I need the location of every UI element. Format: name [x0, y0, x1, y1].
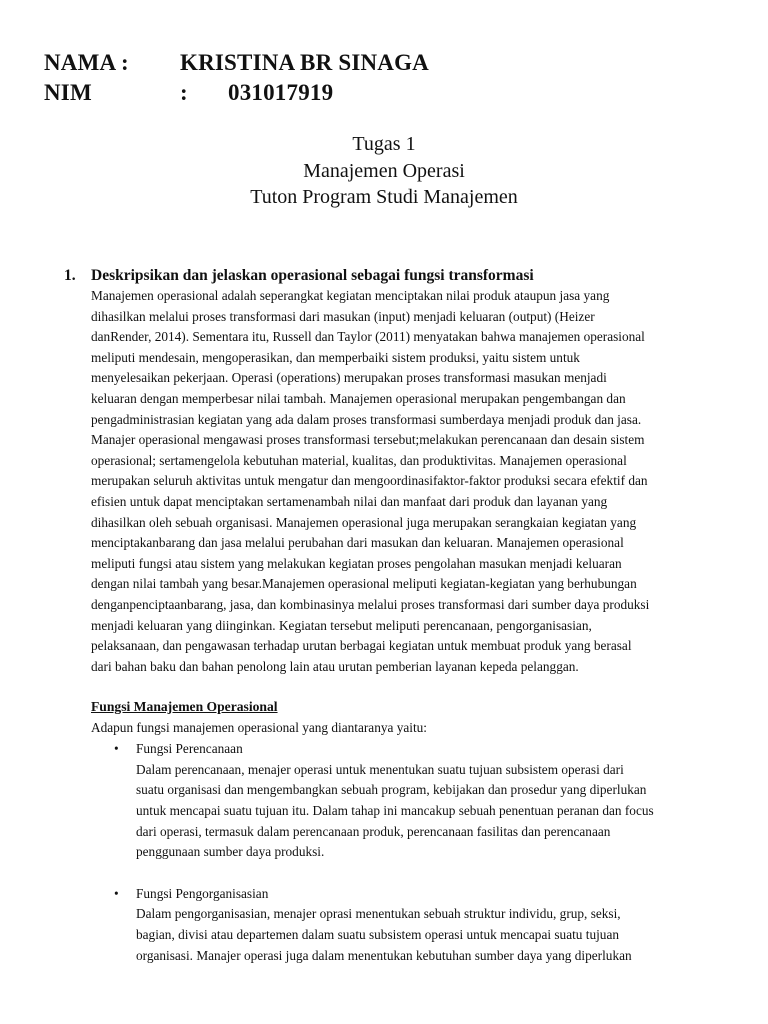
text-line: pelaksanaan, dan pengawasan terhadap urutan berbagai kegiatan untuk membuat produk yang berasal — [91, 638, 632, 654]
list-item — [91, 884, 741, 966]
text-line: merupakan seluruh aktivitas untuk mengatur dan mengoordinasifaktor-faktor produksi secara efektif dan — [91, 473, 648, 489]
text-line: menyelesaikan pekerjaan. Operasi (operations) merupakan proses transformasi masukan menjadi — [91, 370, 607, 386]
list-item-body — [136, 760, 741, 863]
name-value: KRISTINA BR SINAGA — [180, 50, 429, 75]
fungsi-section — [91, 697, 741, 966]
text-line: Manajer operasional mengawasi proses transformasi tersebut;melakukan perencanaan dan desain sistem — [91, 432, 645, 448]
bullet-icon: • — [114, 741, 119, 757]
text-line: meliputi mendesain, mengoperasikan, dan memperbaiki sistem produksi, yaitu sistem untuk — [91, 349, 580, 365]
nim-label: NIM — [44, 80, 92, 105]
list-item-title: Fungsi Pengorganisasian — [136, 885, 269, 901]
text-line: denganpenciptaanbarang, jasa, dan kombinasinya melalui proses transformasi dari sumber daya produksi — [91, 596, 650, 612]
student-identity — [44, 48, 429, 108]
text-line: dari operasi, termasuk dalam perencanaan produk, perencanaan fasilitas dan perencanaan — [136, 823, 611, 839]
text-line: operasional; sertamengelola kebutuhan material, kualitas, dan produktivitas. Manajemen operasional — [91, 452, 627, 468]
question-heading — [64, 266, 744, 286]
text-line: Dalam perencanaan, menajer operasi untuk menentukan suatu tujuan subsistem operasi dari — [136, 761, 624, 777]
list-item-body — [136, 904, 741, 966]
question-1 — [64, 266, 744, 677]
program-title: Tuton Program Studi Manajemen — [250, 186, 518, 208]
text-line: dengan nilai tambah yang besar.Manajemen operasional meliputi kegiatan-kegiatan yang berhubungan — [91, 576, 637, 592]
text-line: dihasilkan melalui proses transformasi dari masukan (input) menjadi keluaran (output) (Heizer — [91, 308, 595, 324]
text-line: untuk mencapai suatu tujuan itu. Dalam tahap ini mancakup sebuah penentuan peranan dan focus — [136, 802, 654, 818]
name-row — [44, 48, 429, 78]
question-number: 1. — [64, 267, 76, 284]
text-line: menciptakanbarang dan jasa melalui perubahan dari masukan dan keluaran. Manajemen operasional — [91, 535, 624, 551]
list-item-title: Fungsi Perencanaan — [136, 741, 243, 757]
section-heading: Fungsi Manajemen Operasional — [91, 699, 278, 714]
list-item — [91, 739, 741, 863]
text-line: dari bahan baku dan bahan penolong lain atau urutan pemberian layanan kepeda pelanggan. — [91, 658, 579, 674]
text-line: efisien untuk dapat menciptakan sertamenambah nilai dan manfaat dari produk dan layanan yang — [91, 493, 608, 509]
bullet-icon: • — [114, 885, 119, 901]
text-line: suatu organisasi dan mengembangkan sebuah program, kebijakan dan prosedur yang diperlukan — [136, 782, 647, 798]
nim-colon: : — [180, 80, 188, 105]
text-line: meliputi fungsi atau sistem yang melakukan kegiatan proses pengolahan masukan menjadi keluaran — [91, 555, 622, 571]
document-title-block — [0, 131, 768, 211]
text-line: menjadi keluaran yang diinginkan. Kegiatan tersebut meliputi perencanaan, pengorganisasian, — [91, 617, 592, 633]
question-title: Deskripsikan dan jelaskan operasional sebagai fungsi transformasi — [91, 267, 534, 284]
text-line: penggunaan sumber daya produksi. — [136, 844, 325, 860]
assignment-title: Tugas 1 — [352, 133, 416, 155]
nim-row — [44, 78, 429, 108]
text-line: danRender, 2014). Sementara itu, Russell dan Taylor (2011) menyatakan bahwa manajemen operasional — [91, 329, 645, 345]
text-line: keluaran dengan memperbesar nilai tambah. Manajemen operasional merupakan pengembangan dan — [91, 390, 626, 406]
text-line: organisasi. Manajer operasi juga dalam menentukan kebutuhan sumber daya yang diperlukan — [136, 947, 632, 963]
text-line: dihasilkan oleh sebuah organisasi. Manajemen operasional juga merupakan serangkaian kegiatan yang — [91, 514, 637, 530]
text-line: bagian, divisi atau departemen dalam suatu subsistem operasi untuk mencapai suatu tujuan — [136, 926, 619, 942]
text-line: Dalam pengorganisasian, menajer oprasi menentukan sebuah struktur individu, grup, seksi, — [136, 906, 621, 922]
answer-paragraph — [91, 286, 744, 677]
nim-value: 031017919 — [228, 80, 334, 105]
text-line: Manajemen operasional adalah seperangkat kegiatan menciptakan nilai produk ataupun jasa yang — [91, 288, 610, 303]
name-label: NAMA : — [44, 50, 129, 75]
section-intro: Adapun fungsi manajemen operasional yang diantaranya yaitu: — [91, 719, 428, 735]
course-title: Manajemen Operasi — [303, 159, 465, 182]
text-line: pengadministrasian kegiatan yang ada dalam proses transformasi sumberdaya menjadi produk dan jasa. — [91, 411, 642, 427]
